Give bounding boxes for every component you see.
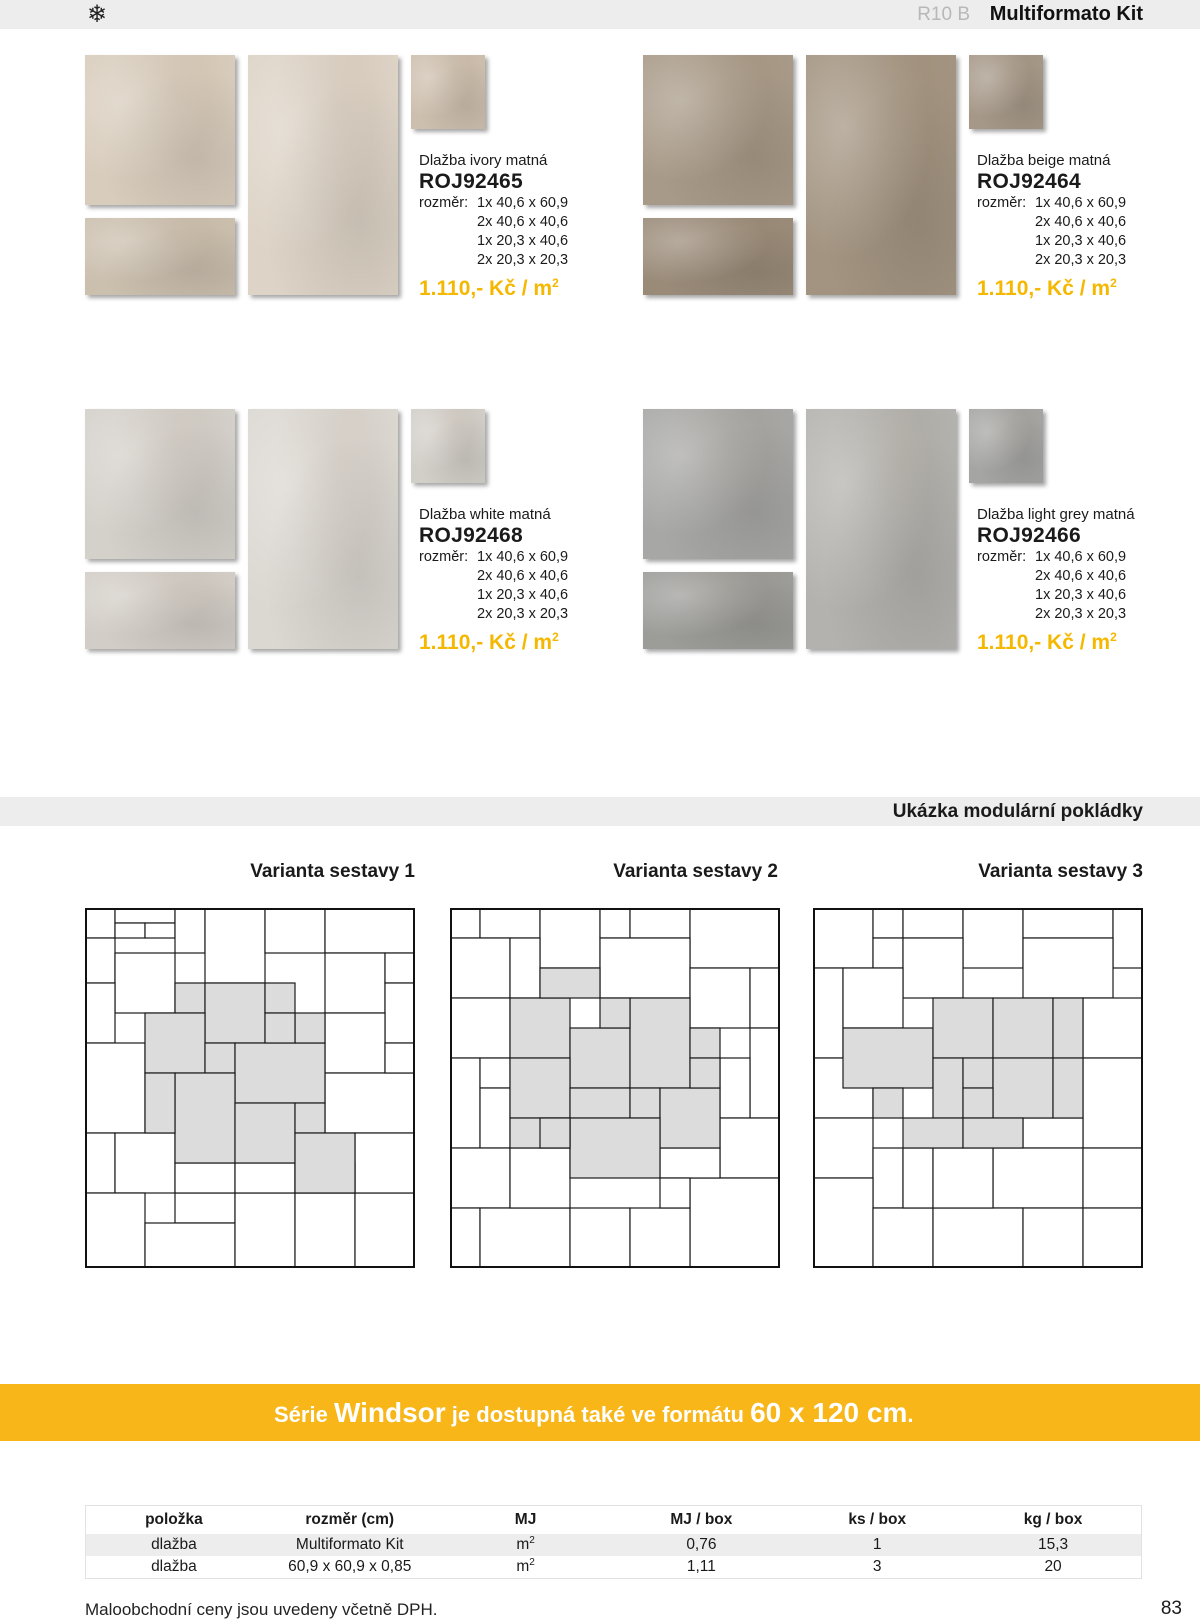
size-line: 1x 20,3 x 40,6 <box>1035 233 1127 249</box>
tile-swatch-wide <box>85 572 235 649</box>
size-label: rozměr: <box>419 549 469 565</box>
product-code: ROJ92468 <box>419 524 523 547</box>
slip-rating: R10 B <box>917 4 970 25</box>
table-header: MJ <box>514 1511 537 1528</box>
table-cell: dlažba <box>86 1534 262 1556</box>
series-name: Multiformato Kit <box>989 3 1143 25</box>
table-header: rozměr (cm) <box>305 1511 395 1528</box>
tile-swatch-wide <box>85 218 235 295</box>
size-line: 1x 40,6 x 60,9 <box>1035 549 1127 565</box>
size-line: 2x 20,3 x 20,3 <box>477 252 569 268</box>
laying-pattern-2 <box>450 908 780 1268</box>
format-size: 60 x 120 cm <box>750 1397 908 1428</box>
size-label: rozměr: <box>419 195 469 211</box>
variant-title-1: Varianta sestavy 1 <box>250 861 415 882</box>
size-line: 2x 20,3 x 20,3 <box>477 606 569 622</box>
snowflake-icon: ❄ <box>86 1 108 28</box>
table-cell: dlažba <box>151 1558 197 1575</box>
table-cell: 1,11 <box>686 1558 716 1575</box>
page-number: 83 <box>1160 1598 1182 1619</box>
tile-swatch-large <box>643 55 793 205</box>
table-cell: 1 <box>789 1534 965 1556</box>
product-name: Dlažba light grey matná <box>977 506 1135 523</box>
size-line: 2x 20,3 x 20,3 <box>1035 606 1127 622</box>
product-price: 1.110,- Kč / $m^2$ <box>977 276 1117 300</box>
tile-swatch-large <box>85 55 235 205</box>
tile-swatch-tall <box>248 409 398 649</box>
modular-section-bar <box>0 797 1200 826</box>
tile-swatch-tall <box>248 55 398 295</box>
product-price: 1.110,- Kč / $m^2$ <box>419 630 559 654</box>
product-text <box>419 151 629 302</box>
laying-pattern-3 <box>813 908 1143 1268</box>
tile-swatch-small <box>411 409 485 483</box>
laying-pattern-1 <box>85 908 415 1268</box>
size-line: 1x 40,6 x 60,9 <box>477 549 569 565</box>
table-cell: 15,3 <box>965 1534 1141 1556</box>
size-label: rozměr: <box>977 549 1027 565</box>
table-cell: Multiformato Kit <box>262 1534 438 1556</box>
table-header: ks / box <box>848 1511 907 1528</box>
product-card-light-grey <box>643 409 1183 659</box>
product-text <box>977 151 1187 302</box>
promo-text: Série Windsor je dostupná také ve formátu 60 x 120 cm. <box>274 1397 914 1428</box>
tile-swatch-small <box>411 55 485 129</box>
size-line: 1x 20,3 x 40,6 <box>1035 587 1127 603</box>
product-name: Dlažba beige matná <box>977 152 1111 169</box>
product-card-white <box>85 409 625 659</box>
table-row <box>86 1534 1142 1556</box>
product-table <box>85 1505 1142 1579</box>
size-line: 2x 20,3 x 20,3 <box>1035 252 1127 268</box>
size-label: rozměr: <box>977 195 1027 211</box>
table-cell: 60,9 x 60,9 x 0,85 <box>288 1558 412 1575</box>
product-text <box>419 505 629 656</box>
product-code: ROJ92466 <box>977 524 1081 547</box>
header-bar <box>0 0 1200 29</box>
size-line: 1x 40,6 x 60,9 <box>477 195 569 211</box>
tile-swatch-wide <box>643 218 793 295</box>
table-header: MJ / box <box>670 1511 733 1528</box>
tile-swatch-tall <box>806 409 956 649</box>
size-line: 2x 40,6 x 40,6 <box>1035 214 1127 230</box>
tile-swatch-tall <box>806 55 956 295</box>
brand-name: Windsor <box>333 1397 446 1428</box>
promo-banner <box>0 1384 1200 1441</box>
variant-title-2: Varianta sestavy 2 <box>613 861 778 882</box>
product-code: ROJ92464 <box>977 170 1081 193</box>
product-card-ivory <box>85 55 625 305</box>
table-cell: $m^2$ <box>438 1534 614 1556</box>
tile-swatch-wide <box>643 572 793 649</box>
size-line: 2x 40,6 x 40,6 <box>477 214 569 230</box>
modular-section-title: Ukázka modulární pokládky <box>892 801 1143 822</box>
size-line: 1x 20,3 x 40,6 <box>477 233 569 249</box>
product-code: ROJ92465 <box>419 170 523 193</box>
tile-swatch-large <box>85 409 235 559</box>
tile-swatch-small <box>969 55 1043 129</box>
tile-swatch-small <box>969 409 1043 483</box>
size-line: 2x 40,6 x 40,6 <box>477 568 569 584</box>
product-text <box>977 505 1187 656</box>
size-line: 2x 40,6 x 40,6 <box>1035 568 1127 584</box>
size-line: 1x 40,6 x 60,9 <box>1035 195 1127 211</box>
price-note: Maloobchodní ceny jsou uvedeny včetně DPH. <box>85 1600 438 1619</box>
table-cell: 3 <box>872 1558 882 1575</box>
tile-swatch-large <box>643 409 793 559</box>
table-cell: $m^2$ <box>516 1557 535 1576</box>
table-header: položka <box>145 1511 203 1528</box>
product-card-beige <box>643 55 1183 305</box>
size-line: 1x 20,3 x 40,6 <box>477 587 569 603</box>
table-cell: 20 <box>1044 1558 1062 1575</box>
variant-title-3: Varianta sestavy 3 <box>978 861 1143 882</box>
product-price: 1.110,- Kč / $m^2$ <box>419 276 559 300</box>
product-name: Dlažba white matná <box>419 506 551 523</box>
product-name: Dlažba ivory matná <box>419 152 548 169</box>
table-cell: 0,76 <box>613 1534 789 1556</box>
product-price: 1.110,- Kč / $m^2$ <box>977 630 1117 654</box>
table-row <box>86 1556 1142 1579</box>
table-header: kg / box <box>1023 1511 1083 1528</box>
